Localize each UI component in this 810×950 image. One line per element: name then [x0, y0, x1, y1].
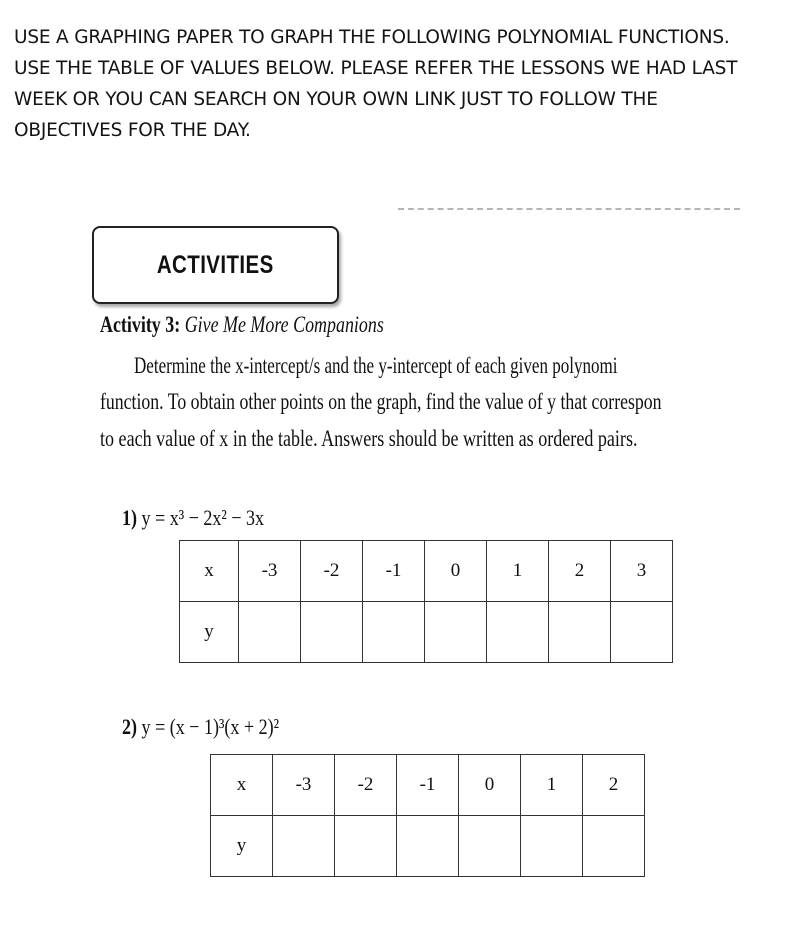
problem-number: 1) — [122, 505, 138, 530]
activities-heading: ACTIVITIES — [157, 250, 274, 279]
activity-instruction-line: function. To obtain other points on the graph, find the value of y that correspon — [100, 389, 662, 414]
instruction-line: USE A GRAPHING PAPER TO GRAPH THE FOLLOWING POLYNOMIAL FUNCTIONS. — [14, 27, 730, 48]
x-value-cell: -3 — [239, 541, 301, 602]
x-value-cell: -3 — [273, 755, 335, 816]
activity-title — [100, 312, 384, 338]
instruction-line: OBJECTIVES FOR THE DAY. — [14, 120, 251, 141]
x-header-cell: x — [211, 755, 273, 816]
x-value-cell: 0 — [425, 541, 487, 602]
y-answer-cell[interactable] — [611, 602, 673, 663]
table-row-x — [180, 541, 673, 602]
y-answer-cell[interactable] — [425, 602, 487, 663]
problem-number: 2) — [122, 714, 138, 739]
activity-instruction-line: Determine the x-intercept/s and the y-intercept of each given polynomi — [134, 353, 618, 378]
y-answer-cell[interactable] — [335, 816, 397, 877]
problem-1-equation — [122, 505, 264, 531]
problem-2-table — [210, 754, 645, 877]
y-answer-cell[interactable] — [397, 816, 459, 877]
activity-number: Activity 3: — [100, 312, 181, 337]
y-answer-cell[interactable] — [583, 816, 645, 877]
y-answer-cell[interactable] — [273, 816, 335, 877]
cropped-header-line — [398, 208, 740, 216]
x-value-cell: 2 — [583, 755, 645, 816]
y-answer-cell[interactable] — [487, 602, 549, 663]
problem-1-table — [179, 540, 673, 663]
problem-2-equation — [122, 714, 279, 740]
activities-heading-box — [92, 226, 339, 304]
equation-text: y = (x − 1)³(x + 2)² — [141, 714, 280, 739]
y-answer-cell[interactable] — [363, 602, 425, 663]
y-answer-cell[interactable] — [521, 816, 583, 877]
x-value-cell: 0 — [459, 755, 521, 816]
activity-instruction-line: to each value of x in the table. Answers should be written as ordered pairs. — [100, 426, 638, 451]
y-header-cell: y — [180, 602, 239, 663]
y-answer-cell[interactable] — [301, 602, 363, 663]
y-answer-cell[interactable] — [239, 602, 301, 663]
x-value-cell: 2 — [549, 541, 611, 602]
activity-name: Give Me More Companions — [184, 312, 384, 337]
y-answer-cell[interactable] — [459, 816, 521, 877]
y-answer-cell[interactable] — [549, 602, 611, 663]
y-header-cell: y — [211, 816, 273, 877]
table-row-y — [211, 816, 645, 877]
instruction-line: USE THE TABLE OF VALUES BELOW. PLEASE REFER THE LESSONS WE HAD LAST — [14, 58, 738, 79]
x-value-cell: -1 — [363, 541, 425, 602]
x-value-cell: 1 — [487, 541, 549, 602]
table-row-y — [180, 602, 673, 663]
x-value-cell: 3 — [611, 541, 673, 602]
table-row-x — [211, 755, 645, 816]
instruction-line: WEEK OR YOU CAN SEARCH ON YOUR OWN LINK JUST TO FOLLOW THE — [14, 89, 658, 110]
x-value-cell: -2 — [335, 755, 397, 816]
x-value-cell: 1 — [521, 755, 583, 816]
x-header-cell: x — [180, 541, 239, 602]
equation-text: y = x³ − 2x² − 3x — [141, 505, 265, 530]
instructions — [14, 22, 804, 146]
x-value-cell: -2 — [301, 541, 363, 602]
x-value-cell: -1 — [397, 755, 459, 816]
